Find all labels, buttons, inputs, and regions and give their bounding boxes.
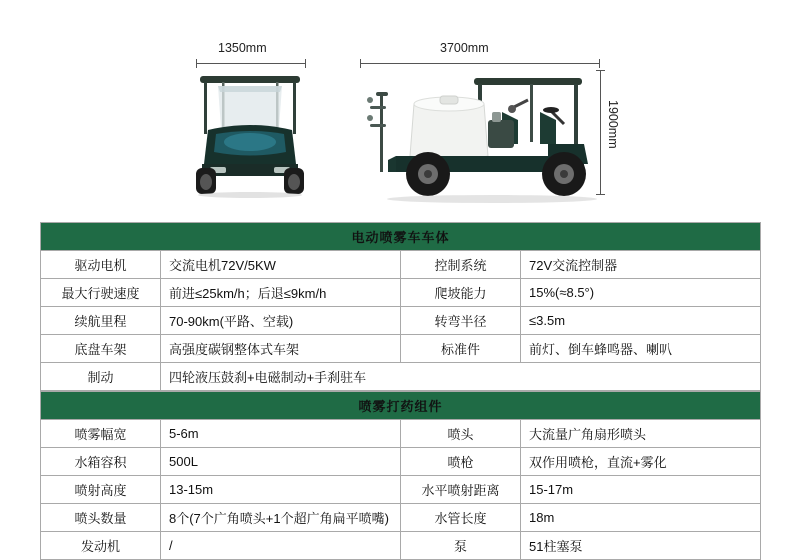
product-images xyxy=(0,0,800,215)
spec-value: 前进≤25km/h；后退≤9km/h xyxy=(161,279,401,307)
front-width-dimension-label: 1350mm xyxy=(218,41,267,55)
spec-key: 标准件 xyxy=(401,335,521,363)
spec-value: 高强度碳钢整体式车架 xyxy=(161,335,401,363)
spec-key: 喷头数量 xyxy=(41,504,161,532)
side-length-dimension-label: 3700mm xyxy=(440,41,489,55)
spec-value: 72V交流控制器 xyxy=(521,251,761,279)
spec-value: ≤3.5m xyxy=(521,307,761,335)
spec-key: 喷头 xyxy=(401,420,521,448)
table-row xyxy=(41,504,761,532)
table-row xyxy=(41,448,761,476)
spec-value: 51柱塞泵 xyxy=(521,532,761,560)
table-row xyxy=(41,476,761,504)
spec-key: 控制系统 xyxy=(401,251,521,279)
table-row xyxy=(41,335,761,363)
section-title-spray-components: 喷雾打药组件 xyxy=(41,392,761,420)
table-row xyxy=(41,363,761,391)
spec-key: 喷射高度 xyxy=(41,476,161,504)
spec-value: 18m xyxy=(521,504,761,532)
front-width-dimension-line xyxy=(196,63,306,64)
specification-tables xyxy=(40,222,760,560)
spec-value: 13-15m xyxy=(161,476,401,504)
spec-value: 前灯、倒车蜂鸣器、喇叭 xyxy=(521,335,761,363)
table-row xyxy=(41,251,761,279)
spec-key: 水平喷射距离 xyxy=(401,476,521,504)
spec-key: 最大行驶速度 xyxy=(41,279,161,307)
spec-value: 双作用喷枪，直流+雾化 xyxy=(521,448,761,476)
table-row xyxy=(41,420,761,448)
spec-key: 驱动电机 xyxy=(41,251,161,279)
spec-value: 15-17m xyxy=(521,476,761,504)
spec-key: 爬坡能力 xyxy=(401,279,521,307)
spec-key: 续航里程 xyxy=(41,307,161,335)
table-row xyxy=(41,532,761,560)
side-height-dimension-label: 1900mm xyxy=(606,100,620,149)
front-view-vehicle-image xyxy=(190,72,310,198)
spec-key: 泵 xyxy=(401,532,521,560)
spec-value: 15%(≈8.5°) xyxy=(521,279,761,307)
spec-key: 水箱容积 xyxy=(41,448,161,476)
spec-key: 制动 xyxy=(41,363,161,391)
spec-value: 5-6m xyxy=(161,420,401,448)
spec-table-spray-components xyxy=(40,391,761,560)
spec-value: 70-90km(平路、空载) xyxy=(161,307,401,335)
spec-value: 大流量广角扇形喷头 xyxy=(521,420,761,448)
spec-key: 喷枪 xyxy=(401,448,521,476)
spec-key: 发动机 xyxy=(41,532,161,560)
spec-key: 底盘车架 xyxy=(41,335,161,363)
table-row xyxy=(41,279,761,307)
table-section-header-row xyxy=(41,223,761,251)
spec-table-vehicle-body xyxy=(40,222,761,391)
spec-value: 四轮液压鼓刹+电磁制动+手刹驻车 xyxy=(161,363,761,391)
spec-value: / xyxy=(161,532,401,560)
spec-key: 水管长度 xyxy=(401,504,521,532)
spec-value: 交流电机72V/5KW xyxy=(161,251,401,279)
spec-key: 喷雾幅宽 xyxy=(41,420,161,448)
table-section-header-row xyxy=(41,392,761,420)
spec-value: 500L xyxy=(161,448,401,476)
side-view-vehicle-image xyxy=(352,60,602,205)
spec-key: 转弯半径 xyxy=(401,307,521,335)
spec-value: 8个(7个广角喷头+1个超广角扁平喷嘴) xyxy=(161,504,401,532)
table-row xyxy=(41,307,761,335)
section-title-vehicle-body: 电动喷雾车车体 xyxy=(41,223,761,251)
